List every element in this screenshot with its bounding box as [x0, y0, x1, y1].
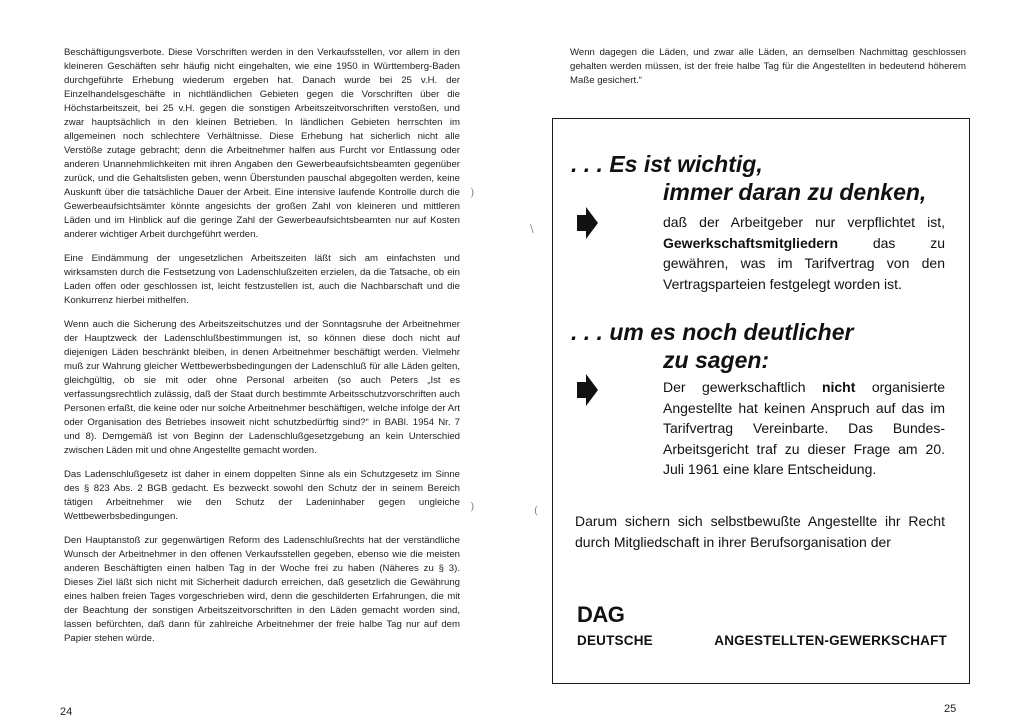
ad-bullet-2-before: Der gewerkschaftlich	[663, 379, 822, 395]
organisation-name-word-1: DEUTSCHE	[577, 633, 653, 648]
organisation-name-word-2: ANGESTELLTEN-GEWERKSCHAFT	[714, 633, 947, 648]
ad-bullet-1-after: das zu gewähren, was im Tarifvertrag von den Vertragsparteien festgelegt worden ist.	[663, 234, 945, 292]
arrow-right-icon	[575, 373, 599, 407]
left-paragraph-1: Beschäftigungsverbote. Diese Vorschriften werden in den Verkaufsstellen, vor allem in den kleineren Geschäften sehr häufig nicht eingehalten, wie eine 1950 in Württemberg-Baden durchgeführte Erhebung wiederum ergeben hat. Danach wurde bei 25 v.H. der Einzelhandelsgeschäfte in nichtländlichen Gebieten gegen die Vorschriften über die Höchstarbeitszeit, bei 25 v.H. gegen die sonstigen Arbeitszeitvorschriften verstoßen, und zwar hauptsächlich in den kleinen Betrieben. In ländlichen Gebieten herrschten im allgemeinen noch schlechtere Verhältnisse. Diese Erhebung hat sicherlich nicht alle Verstöße zutage gebracht; denn die Arbeitnehmer halfen aus Furcht vor Entlassung oder anderen Unannehmlichkeiten mit ihren Angaben den Gewerbeaufsichtsbeamten gegenüber zurück, und die Gehaltslisten geben, wenn Überstunden pauschal abgegolten werden, keine Auskunft über die tatsächliche Dauer der Arbeit. Eine intensive laufende Kontrolle durch die Gewerbeaufsichtsämter könnte angesichts der großen Zahl von kleineren und mittleren Läden und im Hinblick auf die geringe Zahl der Gewerbeaufsichtsbeamten nur auf Kosten anderer wichtiger Arbeit durchgeführt werden.	[64, 47, 460, 240]
arrow-right-icon	[575, 206, 599, 240]
ad-heading-1-line-1: . . . Es ist wichtig,	[571, 151, 763, 177]
left-paragraph-3: Wenn auch die Sicherung des Arbeitszeitschutzes und der Sonntagsruhe der Arbeitnehmer der Hauptzweck der Ladenschlußbestimmungen ist, so können diese doch nicht auf diejenigen Läden beschränkt bleiben, in denen Arbeitnehmer beschäftigt werden. Vielmehr muß zur Wahrung gleicher Wettbewerbsbedingungen der Ladenschluß für alle Läden gelten, gleichgültig, ob sie mit oder ohne Personal arbeiten (so auch Peters „Ist es verfassungsrechtlich zulässig, daß der Staat durch bestimmte Arbeitsschutzvorschriften auch Personen erfaßt, die keine oder nur solche Arbeitnehmer beschäftigen, welche infolge der Art oder Organisation des Betriebes insoweit nicht schutzbedürftig sind?“ in BABl. 1954 Nr. 7 und 8). Demgemäß ist von Beginn der Ladenschlußgesetzgebung an kein Unterschied zwischen Läden mit und ohne Angestellte gemacht worden.	[64, 319, 460, 456]
ad-bullet-1-text	[663, 212, 945, 294]
ad-bullet-1-before: daß der Arbeitgeber nur verpflichtet ist,	[663, 214, 945, 230]
ad-closing-text: Darum sichern sich selbstbewußte Angestellte ihr Recht durch Mitgliedschaft in ihrer Berufsorganisation der	[575, 513, 945, 550]
dag-advertisement-box	[552, 118, 970, 684]
gutter-mark-right-2: (	[534, 504, 539, 517]
left-paragraph-5: Den Hauptanstoß zur gegenwärtigen Reform des Ladenschlußrechts hat der verständliche Wunsch der Arbeitnehmer in den offenen Verkaufsstellen gegeben, ebenso wie die meisten anderen Beschäftigten einen halben Tag in der Woche frei zu haben (Näheres zu § 3). Dieses Ziel läßt sich nicht mit Sicherheit dadurch erreichen, daß gesetzlich die Gewährung eines halben freien Tages vorgeschrieben wird, denn die geschilderten Erfahrungen, die mit der Beachtung der sonstigen Arbeitszeitvorschriften in den Läden gemacht worden sind, lassen befürchten, daß dann für zahlreiche Arbeitnehmer der freie halbe Tag nur auf dem Papier stehen würde.	[64, 535, 460, 644]
ad-heading-2-line-1: . . . um es noch deutlicher	[571, 319, 854, 345]
page-number-right: 25	[944, 703, 957, 715]
gutter-mark-left-2: )	[470, 500, 475, 513]
left-paragraph-4: Das Ladenschlußgesetz ist daher in einem doppelten Sinne als ein Schutzgesetz im Sinne des § 823 Abs. 2 BGB gedacht. Es bezweckt sowohl den Schutz der in seinem Bereich tätigen Arbeitnehmer wie den Schutz der Ladeninhaber gegen ungleiche Wettbewerbsbedingungen.	[64, 469, 460, 522]
ad-bullet-1-bold: Gewerkschaftsmitgliedern	[663, 234, 839, 251]
ad-heading-1-line-2: immer daran zu denken,	[663, 179, 927, 205]
ad-bullet-2-bold: nicht	[821, 379, 856, 395]
ad-bullet-2-text	[663, 377, 945, 480]
right-intro-paragraph: Wenn dagegen die Läden, und zwar alle Läden, an demselben Nachmittag geschlossen gehalten werden müssen, ist der freie halbe Tag für die Angestellten in bedeutend höherem Maße gesichert.“	[570, 47, 966, 86]
organisation-name	[577, 633, 947, 649]
gutter-mark-right-1: \	[530, 222, 534, 235]
left-page-body	[64, 46, 460, 646]
gutter-mark-left-1: )	[470, 186, 475, 199]
page-number-left: 24	[60, 706, 73, 718]
ad-bullet-2-after: organisierte Angestellte hat keinen Anspruch auf das im Tarifvertrag Vereinbarte. Das Bundes-Arbeitsgericht traf zu dieser Frage am 20. Juli 1961 eine klare Entscheidung.	[663, 379, 946, 477]
left-paragraph-2: Eine Eindämmung der ungesetzlichen Arbeitszeiten läßt sich am einfachsten und wirksamsten durch die Festsetzung von Ladenschlußzeiten erzielen, da die Tatsache, ob ein Laden offen oder geschlossen ist, leicht festzustellen ist, auch die Nachbarschaft und die Konkurrenz hierbei mithelfen.	[64, 253, 460, 306]
dag-logo: DAG	[577, 602, 625, 627]
ad-heading-2-line-2: zu sagen:	[663, 347, 770, 373]
